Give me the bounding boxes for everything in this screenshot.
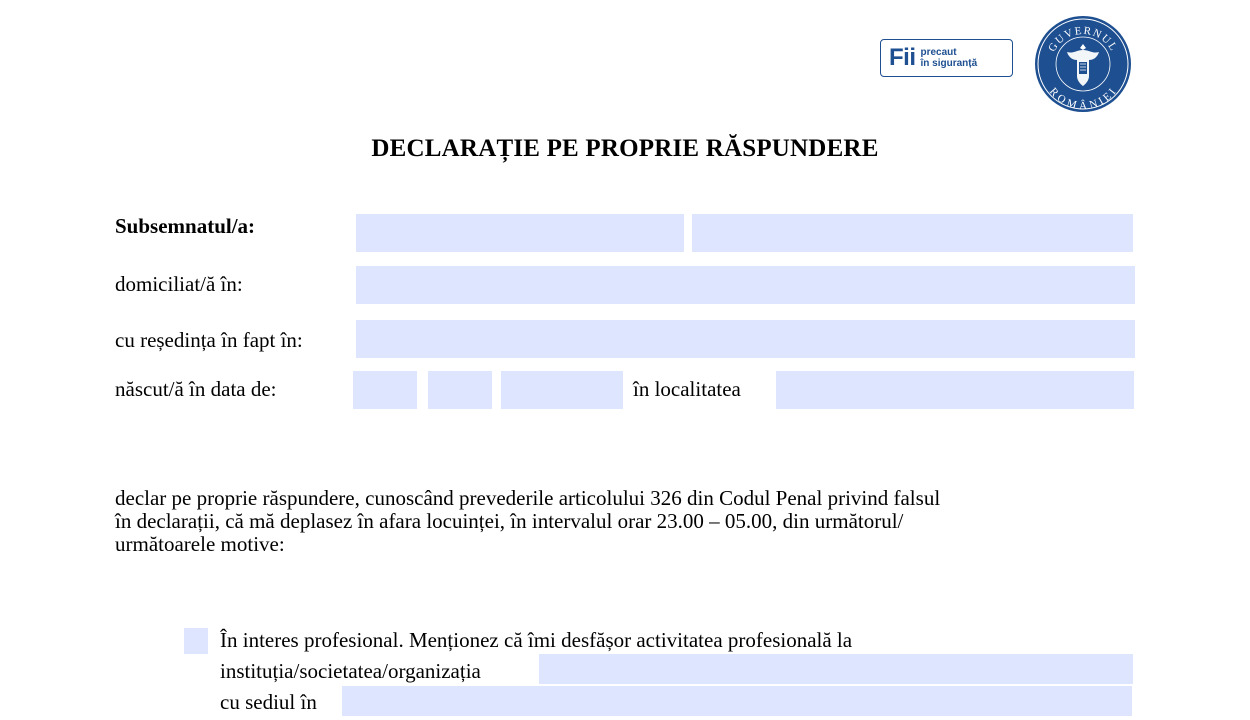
localitate-label: în localitatea xyxy=(633,377,741,401)
fii-logo-line2: în siguranță xyxy=(920,58,978,69)
subsemnatul-label: Subsemnatul/a: xyxy=(115,214,256,238)
declaration-paragraph xyxy=(115,487,1105,556)
birth-month-field[interactable] xyxy=(428,371,492,409)
fii-precaut-logo xyxy=(880,39,1013,77)
declaration-line-1: declar pe proprie răspundere, cunoscând prevederile articolului 326 din Codul Penal privind falsul xyxy=(115,486,941,510)
government-seal-logo xyxy=(1033,14,1133,114)
page-title: DECLARAȚIE PE PROPRIE RĂSPUNDERE xyxy=(371,135,879,162)
first-name-field[interactable] xyxy=(692,214,1133,252)
birth-day-field[interactable] xyxy=(353,371,417,409)
fii-logo-tagline xyxy=(921,47,978,69)
headquarters-field[interactable] xyxy=(342,686,1132,716)
residence-field[interactable] xyxy=(356,320,1135,358)
seal-bottom-text: ROMÂNIEI xyxy=(1046,85,1120,113)
birth-year-field[interactable] xyxy=(501,371,623,409)
fii-logo-word: Fii xyxy=(889,44,916,71)
domicile-field[interactable] xyxy=(356,266,1135,304)
declaration-line-2: în declarații, că mă deplasez în afara locuinței, în intervalul orar 23.00 – 05.00, din următorul/ xyxy=(115,509,904,533)
fii-logo-line1: precaut xyxy=(920,47,957,58)
nascut-label: născut/ă în data de: xyxy=(115,377,277,401)
institution-label: instituția/societatea/organizația xyxy=(220,659,481,683)
institution-field[interactable] xyxy=(539,654,1133,684)
professional-reason-checkbox[interactable] xyxy=(184,628,208,654)
seal-top-text: GUVERNUL xyxy=(1046,24,1120,54)
headquarters-label: cu sediul în xyxy=(220,690,317,714)
declaration-line-3: următoarele motive: xyxy=(115,532,285,556)
professional-reason-label: În interes profesional. Menționez că îmi desfășor activitatea profesională la xyxy=(220,628,853,652)
birth-locality-field[interactable] xyxy=(776,371,1134,409)
last-name-field[interactable] xyxy=(356,214,684,252)
domiciliat-label: domiciliat/ă în: xyxy=(115,272,243,296)
resedinta-label: cu reședința în fapt în: xyxy=(115,328,303,352)
